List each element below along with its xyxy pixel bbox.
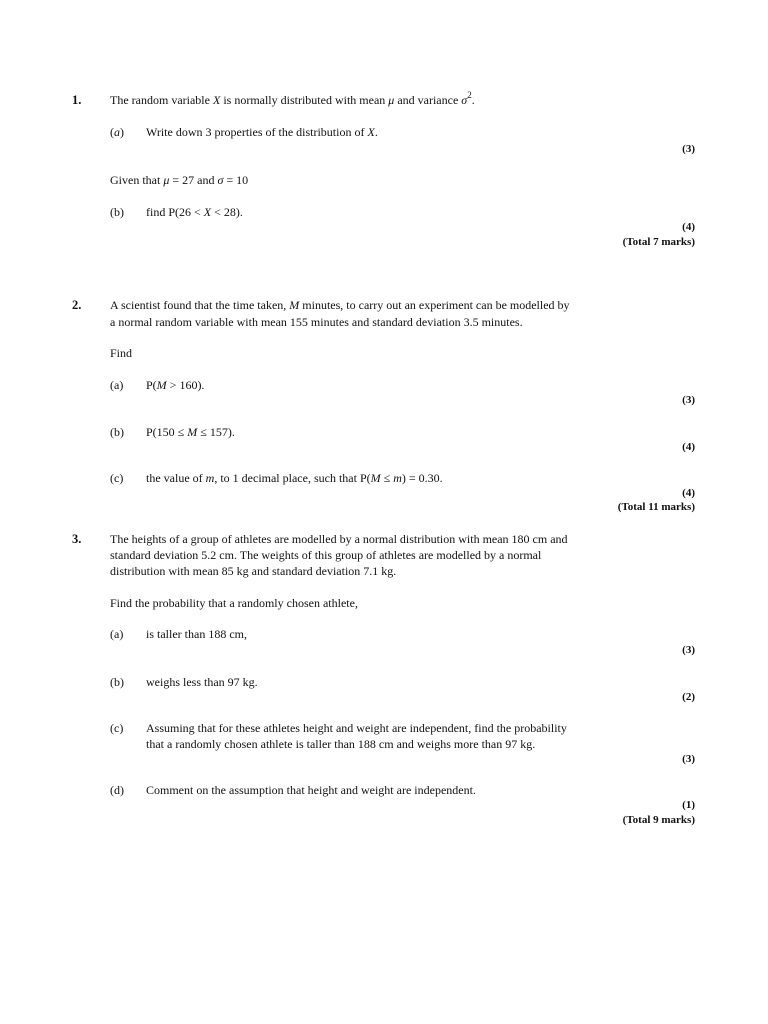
q2-find: Find [110,346,133,360]
q3-part-c-line-2: that a randomly chosen athlete is taller than 188 cm and weighs more than 97 kg. [146,737,536,751]
question-3-number: 3. [72,532,82,546]
q2-part-a-text: P(M > 160). [146,378,205,392]
question-3-line-3: distribution with mean 85 kg and standard deviation 7.1 kg. [110,564,397,578]
q1-given: Given that μ = 27 and σ = 10 [110,173,249,187]
q2-total-marks: (Total 11 marks) [617,501,695,513]
q3-part-d-text: Comment on the assumption that height and weight are independent. [146,783,476,797]
q1-part-b-marks: (4) [682,221,695,233]
q3-part-b-marks: (2) [682,691,695,703]
question-1-number: 1. [72,93,82,107]
question-3-line-1: The heights of a group of athletes are modelled by a normal distribution with mean 180 cm and [110,532,568,546]
q3-part-b-text: weighs less than 97 kg. [146,675,258,689]
question-2-line-1: A scientist found that the time taken, M minutes, to carry out an experiment can be modelled by [110,298,570,312]
q2-part-c-marks: (4) [682,487,695,499]
q2-part-b-label: (b) [110,425,124,439]
q2-part-b-text: P(150 ≤ M ≤ 157). [146,425,235,439]
q3-part-b-label: (b) [110,675,124,689]
q1-total-marks: (Total 7 marks) [622,236,695,248]
q3-part-a-label: (a) [110,627,124,641]
q2-part-c-text: the value of m, to 1 decimal place, such that P(M ≤ m) = 0.30. [146,471,443,485]
question-3-line-2: standard deviation 5.2 cm. The weights of this group of athletes are modelled by a normal [110,548,542,562]
q2-part-a-label: (a) [110,378,124,392]
q3-part-c-label: (c) [110,721,124,735]
q3-total-marks: (Total 9 marks) [622,814,695,826]
question-2-number: 2. [72,298,82,312]
q3-part-d-label: (d) [110,783,124,797]
q3-part-a-text: is taller than 188 cm, [146,627,247,641]
q3-part-d-marks: (1) [682,799,695,811]
q3-find: Find the probability that a randomly chosen athlete, [110,596,358,610]
question-2-line-2: a normal random variable with mean 155 minutes and standard deviation 3.5 minutes. [110,315,523,329]
question-1-stem: The random variable X is normally distributed with mean μ and variance $\sigma^2$. [110,90,475,107]
q3-part-c-line-1: Assuming that for these athletes height and weight are independent, find the probability [146,721,567,735]
q1-part-a-label: (a) [110,125,124,139]
q1-part-b-text: find P(26 < X < 28). [146,205,243,219]
q3-part-c-marks: (3) [682,753,695,765]
q2-part-b-marks: (4) [682,441,695,453]
q1-part-a-marks: (3) [682,143,695,155]
q2-part-a-marks: (3) [682,394,695,406]
q3-part-a-marks: (3) [682,644,695,656]
q2-part-c-label: (c) [110,471,124,485]
q1-part-b-label: (b) [110,205,124,219]
q1-part-a-text: Write down 3 properties of the distribution of X. [146,125,378,139]
